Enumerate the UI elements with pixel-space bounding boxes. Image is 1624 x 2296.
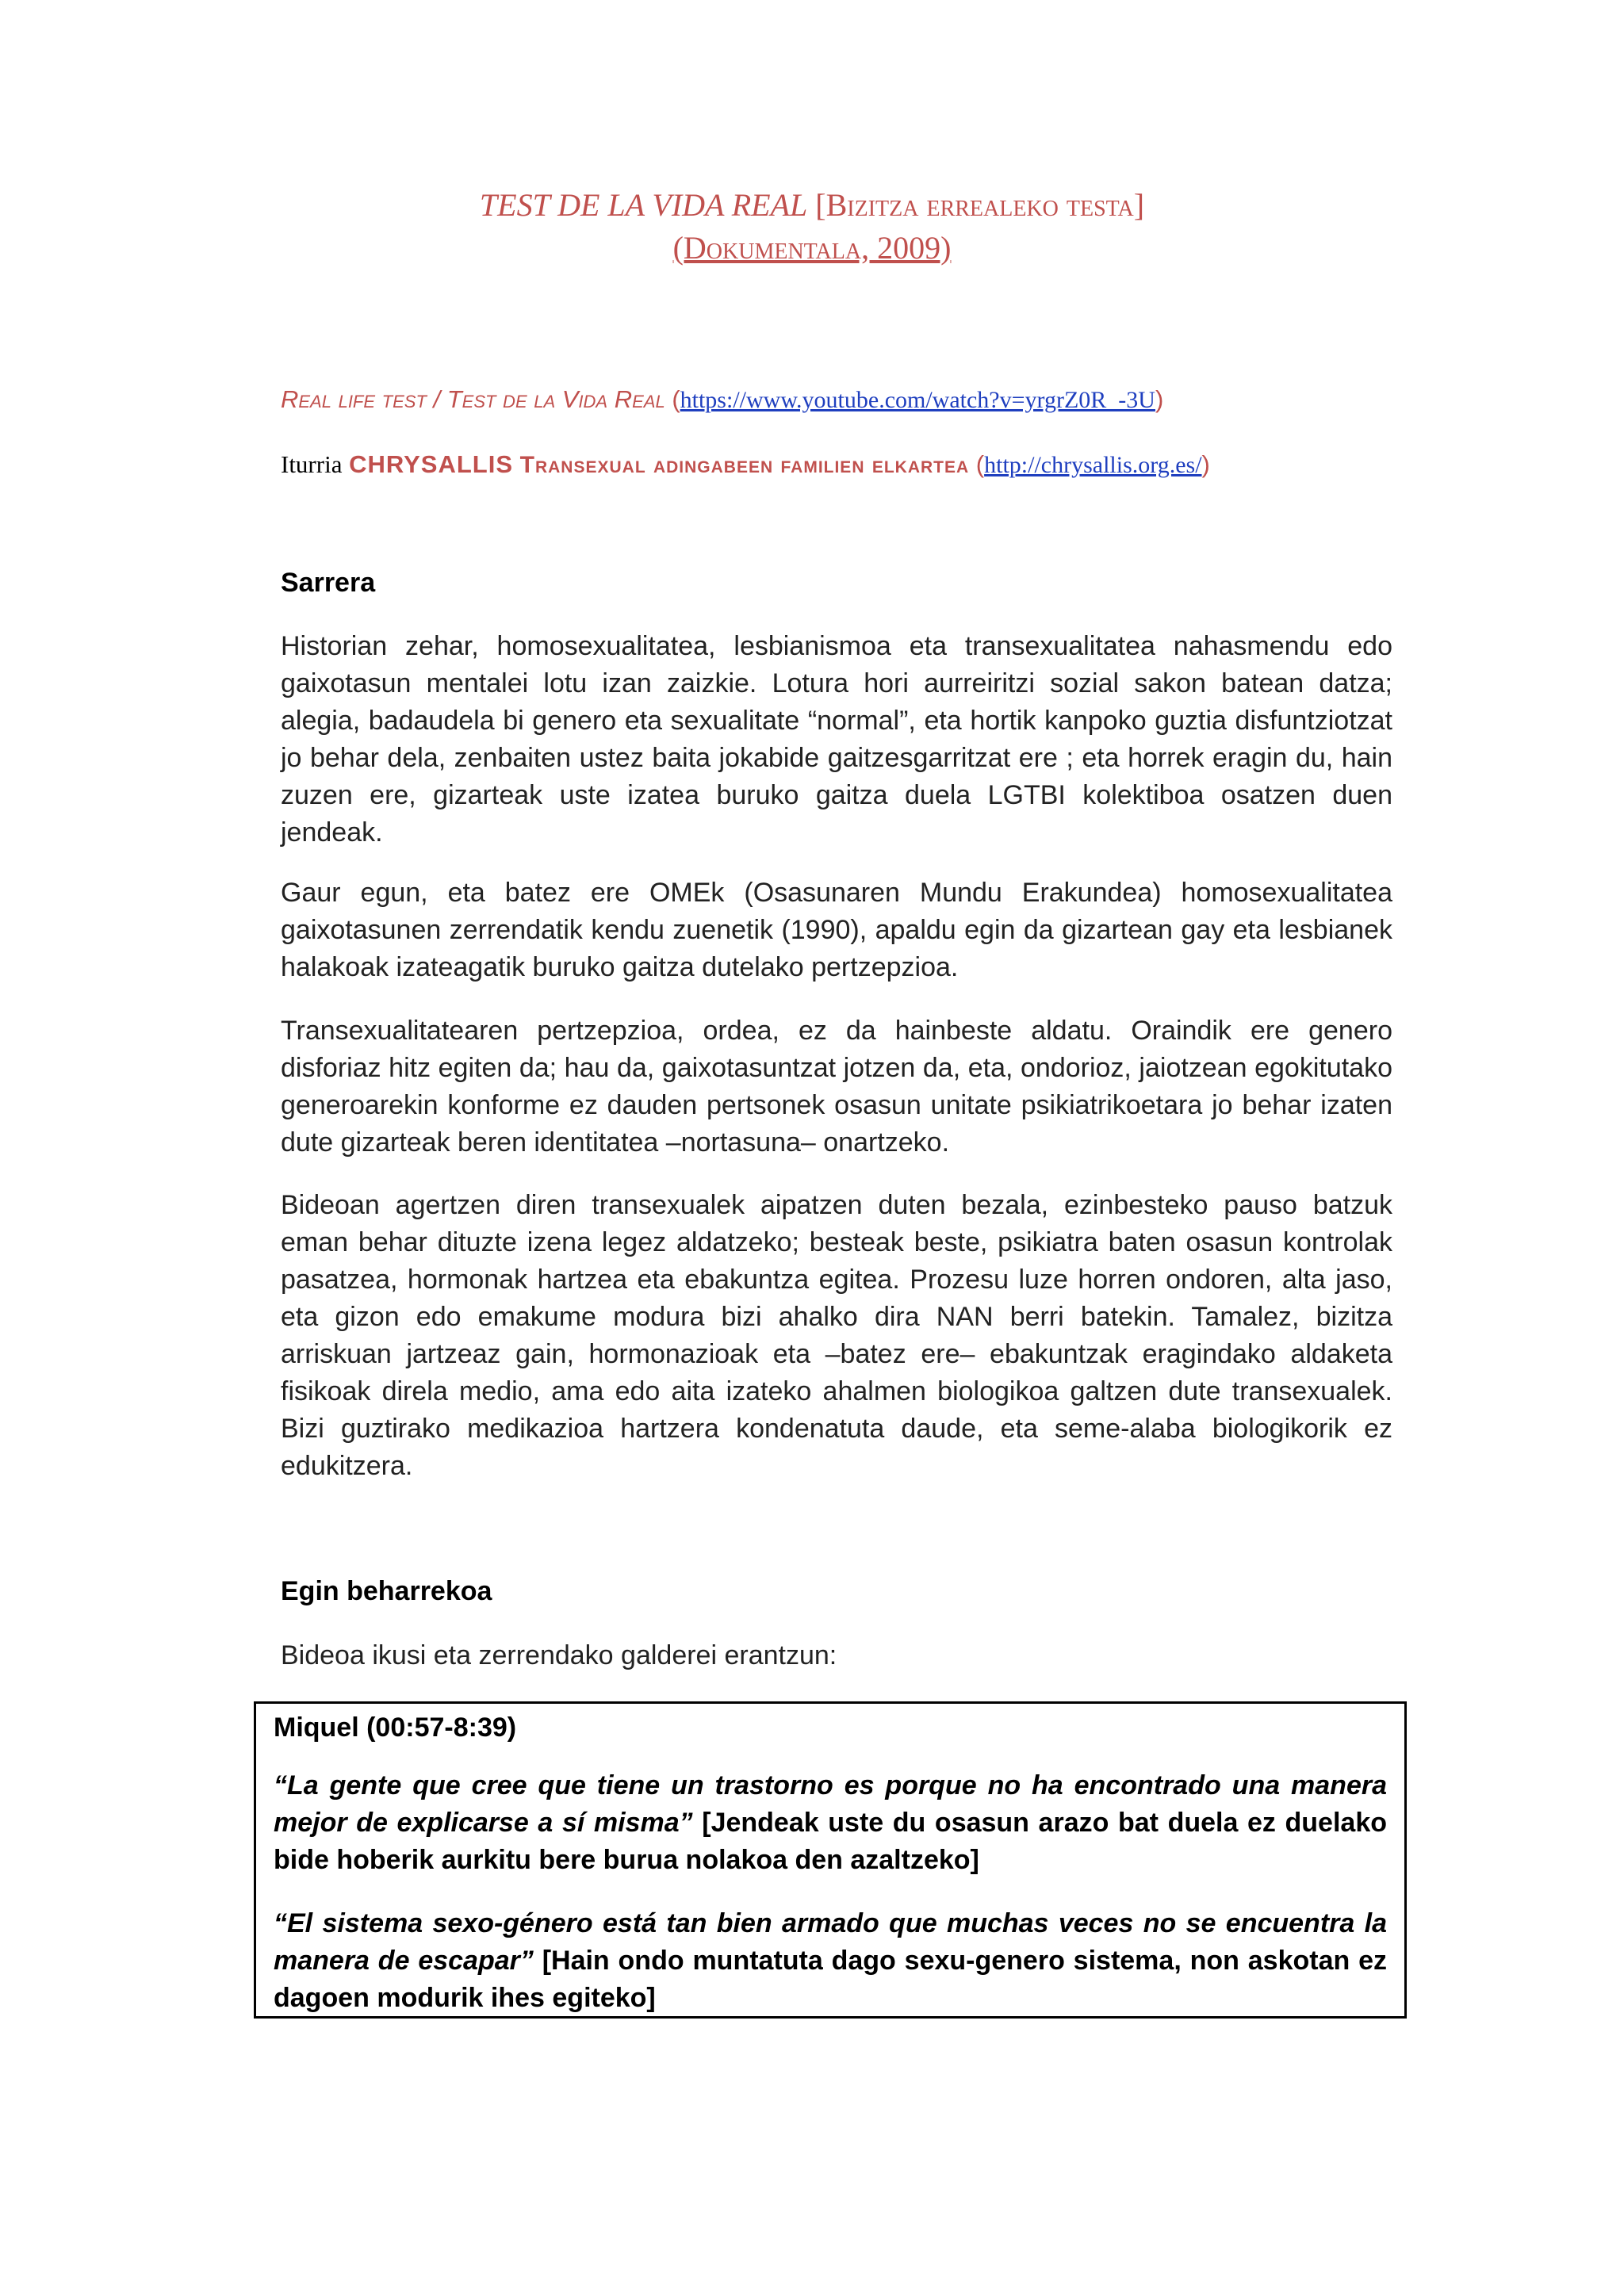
- paren-close: ): [1155, 385, 1164, 413]
- quote-box: [254, 1701, 1407, 2019]
- quote-box-heading: Miquel (00:57-8:39): [274, 1712, 517, 1743]
- quote-1: [274, 1767, 1387, 1879]
- sarrera-heading: Sarrera: [281, 568, 376, 598]
- quote-2-basque: [Hain ondo muntatuta dago sexu-genero sistema, non askotan ez dagoen modurik ihes egiteko]: [274, 1946, 1387, 2013]
- paren-close-2: ): [1201, 450, 1210, 478]
- paren-open-2: (: [975, 450, 985, 478]
- source-org-line: [281, 449, 1210, 481]
- sarrera-paragraph-2: Gaur egun, eta batez ere OMEk (Osasunaren Mundu Erakundea) homosexualitatea gaixotasunen zerrendatik kendu zuenetik (1990), apaldu egin da gizartean gay eta lesbianek halakoak izateagatik buruko gaitza dutelako pertzepzioa.: [281, 878, 1392, 982]
- title-bracket: [Bizitza errealeko testa]: [815, 187, 1145, 223]
- title-main: TEST DE LA VIDA REAL: [479, 187, 808, 223]
- document-title: [0, 184, 1624, 270]
- chrysallis-link[interactable]: http://chrysallis.org.es/: [984, 452, 1202, 478]
- org-name-rest: Transexual adingabeen familien elkartea: [519, 452, 970, 478]
- quote-2: [274, 1905, 1387, 2017]
- quote-1-basque: [Jendeak uste du osasun arazo bat duela ez duelako bide hoberik aurkitu bere burua nolakoa den azaltzeko]: [274, 1808, 1387, 1875]
- task-heading: Egin beharrekoa: [281, 1576, 492, 1606]
- sarrera-paragraph-3: Transexualitatearen pertzepzioa, ordea, ez da hainbeste aldatu. Oraindik ere genero disforiaz hitz egiten da; hau da, gaixotasuntzat jotzen da, eta, ondorioz, jaiotzean egokitutako generoarekin konforme ez dauden pertsonek osasun unitate psikiatrikoetara jo behar izaten dute gizarteak beren identitatea –nortasuna– onartzeko.: [281, 1016, 1392, 1158]
- quote-2-spanish: “El sistema sexo-género está tan bien armado que muchas veces no se encuentra la manera de escapar”: [274, 1908, 1387, 1976]
- sarrera-paragraph-1: Historian zehar, homosexualitatea, lesbianismoa eta transexualitatea nahasmendu edo gaixotasun mentalei lotu izan zaizkie. Lotura hori aurreiritzi sozial sakon batean datza; alegia, badaudela bi genero eta sexualitate “normal”, eta hortik kanpoko guztia disfuntziotzat jo behar dela, zenbaiten ustez baita jokabide gaitzesgarritzat ere ; eta horrek eragin du, hain zuzen ere, gizarteak uste izatea buruko gaitza duela LGTBI kolektiboa osatzen duen jendeak.: [281, 631, 1392, 848]
- youtube-link[interactable]: https://www.youtube.com/watch?v=yrgrZ0R_-3U: [680, 387, 1155, 413]
- video-title-label: Real life test / Test de la Vida Real: [281, 385, 665, 413]
- source-video-line: [281, 384, 1163, 416]
- task-instruction: Bideoa ikusi eta zerrendako galderei erantzun:: [281, 1640, 837, 1670]
- sarrera-paragraph-4: Bideoan agertzen diren transexualek aipatzen duten bezala, ezinbesteko pauso batzuk eman behar dituzte izena legez aldatzeko; besteak beste, psikiatra baten osasun kontrolak pasatzea, hormonak hartzea eta ebakuntza egitea. Prozesu luze horren ondoren, alta jaso, eta gizon edo emakume modura bizi ahalko dira NAN berri batekin. Tamalez, bizitza arriskuan jartzeaz gain, hormonazioak eta –batez ere– ebakuntzak eragindako aldaketa fisikoak direla medio, ama edo aita izateko ahalmen biologikoa galtzen dute transexualek. Bizi guztirako medikazioa hartzera kondenatuta daude, eta seme-alaba biologikorik ez edukitzera.: [281, 1190, 1392, 1481]
- source-prefix: Iturria: [281, 450, 343, 478]
- title-line-1: [0, 184, 1624, 227]
- org-name-bold: CHRYSALLIS: [349, 450, 514, 478]
- quote-1-spanish: “La gente que cree que tiene un trastorno es porque no ha encontrado una manera mejor de explicarse a sí misma”: [274, 1770, 1387, 1838]
- paren-open: (: [672, 385, 680, 413]
- title-line-2: (Dokumentala, 2009): [672, 230, 952, 266]
